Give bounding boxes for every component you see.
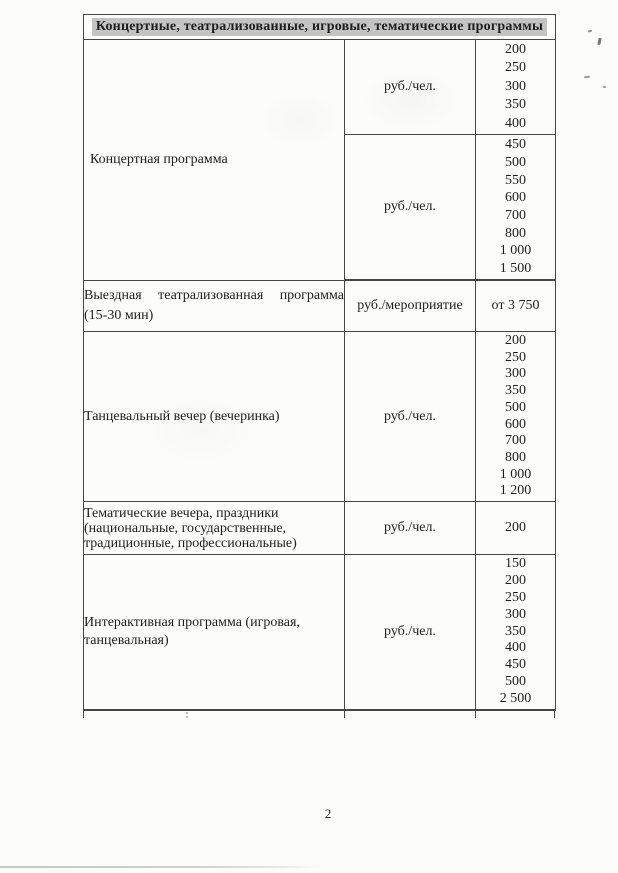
scan-speck [588, 30, 592, 33]
unit-cell: руб./мероприятие [345, 280, 476, 332]
unit-cell: руб./чел. [345, 40, 476, 135]
price-value: 1 000 [499, 243, 532, 259]
price-table-wrap [83, 14, 555, 711]
program-name-cell [84, 502, 345, 555]
price-value: 800 [505, 449, 527, 465]
program-name-cell [84, 280, 345, 332]
table-header-row [84, 15, 556, 40]
price-value: 200 [505, 41, 527, 57]
price-value: 400 [505, 640, 527, 656]
program-name-line: Интерактивная программа (игровая, [84, 615, 300, 630]
scan-speck [186, 712, 188, 714]
program-name-line: традиционные, профессиональные) [84, 535, 297, 551]
unit-cell: руб./чел. [345, 555, 476, 711]
program-name-word: программа [279, 287, 344, 303]
program-name-line: Тематические вечера, праздники [84, 505, 279, 521]
price-value: 700 [505, 208, 527, 223]
table-stub-line [475, 710, 476, 718]
table-title-cell [84, 15, 556, 40]
price-value: 550 [505, 172, 527, 188]
price-cell [476, 555, 556, 711]
table-row [84, 40, 556, 135]
unit-cell: руб./чел. [345, 502, 476, 555]
price-value: 150 [505, 556, 527, 572]
table-row [84, 502, 556, 555]
price-value: 800 [505, 225, 527, 241]
price-value: 350 [505, 383, 527, 399]
price-value: от 3 750 [491, 298, 540, 313]
program-name-line: Танцевальный вечер (вечеринка) [84, 408, 280, 424]
program-name-line: (национальные, государственные, [84, 520, 287, 536]
price-value: 200 [505, 520, 527, 535]
price-value: 300 [505, 78, 527, 94]
program-name-cell [84, 40, 345, 281]
price-table-body [84, 15, 556, 711]
price-value: 450 [505, 137, 527, 153]
price-value: 500 [505, 399, 527, 415]
price-cell [476, 332, 556, 502]
price-value: 700 [505, 433, 527, 449]
price-value: 600 [505, 190, 527, 206]
price-value: 200 [505, 573, 527, 589]
price-value: 400 [505, 115, 527, 131]
price-cell [476, 280, 556, 332]
program-name-word: театрализованная [158, 287, 264, 303]
price-value: 2 500 [499, 690, 532, 706]
page-number: 2 [324, 806, 332, 821]
price-cell [476, 135, 556, 281]
price-cell [476, 40, 556, 135]
price-table [83, 14, 556, 711]
table-row [84, 280, 556, 332]
table-title: Концертные, театрализованные, игровые, тематические программы [92, 18, 547, 36]
program-name-line: Концертная программа [90, 151, 228, 167]
program-name-line: (15-30 мин) [84, 307, 154, 323]
price-value: 250 [505, 349, 527, 365]
table-row [84, 555, 556, 711]
unit-cell: руб./чел. [345, 332, 476, 502]
price-value: 350 [505, 623, 527, 639]
price-value: 350 [505, 97, 527, 113]
price-value: 500 [505, 673, 527, 689]
price-value: 450 [505, 657, 527, 673]
price-value: 1 500 [499, 261, 532, 277]
program-name-cell [84, 555, 345, 711]
price-value: 250 [505, 590, 527, 605]
table-stub-line [83, 710, 84, 718]
price-value: 1 200 [499, 483, 532, 499]
program-name-line: танцевальная) [84, 633, 169, 648]
price-value: 500 [505, 154, 527, 170]
scan-bottom-edge [0, 866, 322, 868]
scan-speck [597, 38, 601, 45]
program-name-cell [84, 332, 345, 502]
scan-speck [603, 86, 606, 88]
price-cell [476, 502, 556, 555]
price-value: 200 [505, 332, 527, 348]
price-value: 300 [505, 606, 527, 622]
unit-cell: руб./чел. [345, 135, 476, 281]
table-stub-line [554, 710, 555, 718]
price-value: 600 [505, 416, 527, 432]
table-row [84, 332, 556, 502]
program-name-line [84, 286, 344, 306]
price-value: 1 000 [499, 466, 532, 482]
price-value: 250 [505, 60, 527, 76]
table-stub-line [344, 710, 345, 718]
scan-speck [584, 76, 590, 79]
program-name-word: Выездная [84, 287, 142, 303]
price-value: 300 [505, 366, 527, 382]
